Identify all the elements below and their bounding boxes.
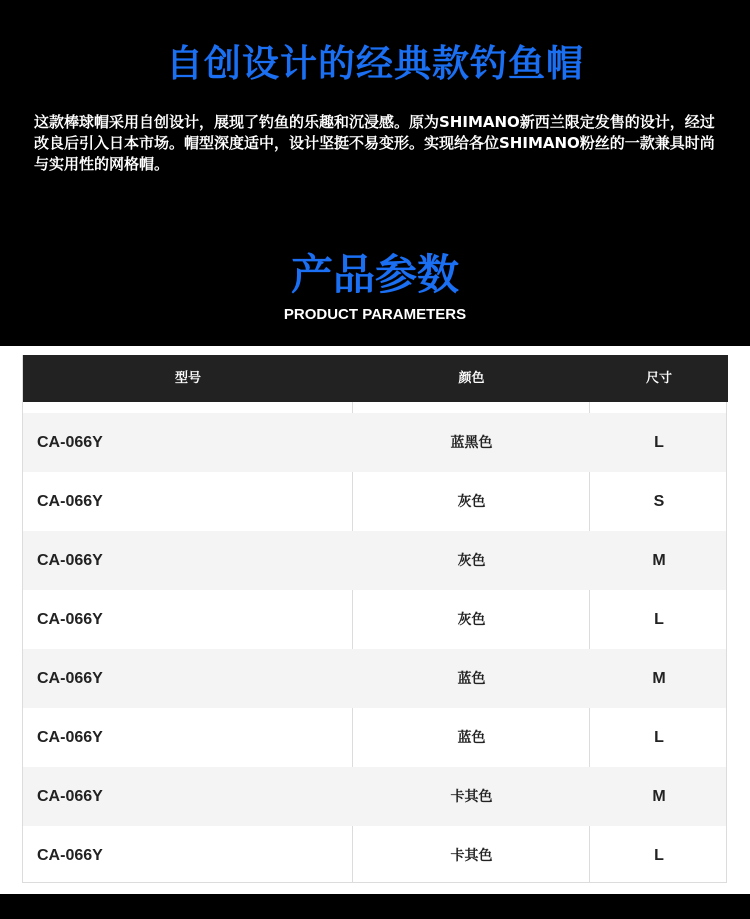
header-size: 尺寸 (645, 371, 672, 386)
cell-color: 蓝黑色 (450, 434, 493, 450)
cell-color: 灰色 (457, 493, 486, 509)
cell-size: L (654, 434, 664, 451)
cell-model: CA-066Y (37, 434, 103, 451)
cell-model: CA-066Y (37, 847, 103, 864)
main-title: 自创设计的经典款钓鱼帽 (166, 42, 584, 85)
footer-band (0, 894, 750, 919)
cell-color: 卡其色 (450, 847, 493, 863)
cell-size: L (654, 847, 664, 864)
cell-color: 灰色 (457, 552, 486, 568)
parameters-table (22, 355, 727, 883)
header-color: 颜色 (458, 371, 485, 386)
table-row (23, 708, 726, 767)
cell-size: M (652, 670, 666, 687)
cell-size: L (654, 611, 664, 628)
cell-model: CA-066Y (37, 493, 103, 510)
cell-model: CA-066Y (37, 611, 103, 628)
cell-model: CA-066Y (37, 788, 103, 805)
cell-size: S (653, 493, 665, 510)
cell-color: 蓝色 (457, 670, 486, 686)
table-row (23, 590, 726, 649)
header-model: 型号 (174, 371, 201, 386)
table-row (23, 472, 726, 531)
cell-color: 卡其色 (450, 788, 493, 804)
cell-size: M (652, 552, 666, 569)
table-header (23, 355, 728, 402)
cell-model: CA-066Y (37, 552, 103, 569)
table-row (23, 767, 726, 826)
params-title: 产品参数 (290, 250, 459, 299)
product-description: 这款棒球帽采用自创设计，展现了钓鱼的乐趣和沉浸感。原为SHIMANO新西兰限定发售的设计，经过改良后引入日本市场。帽型深度适中，设计坚挺不易变形。实现给各位SHIMANO粉丝的一款兼具时尚与实用性的网格帽。 (34, 113, 715, 173)
table-row (23, 413, 726, 472)
cell-model: CA-066Y (37, 670, 103, 687)
hero-section (0, 0, 750, 346)
table-row (23, 826, 726, 885)
cell-color: 蓝色 (457, 729, 486, 745)
cell-color: 灰色 (457, 611, 486, 627)
cell-model: CA-066Y (37, 729, 103, 746)
cell-size: L (654, 729, 664, 746)
table-row (23, 649, 726, 708)
cell-size: M (652, 788, 666, 805)
params-subtitle: PRODUCT PARAMETERS (283, 306, 467, 323)
table-row (23, 531, 726, 590)
